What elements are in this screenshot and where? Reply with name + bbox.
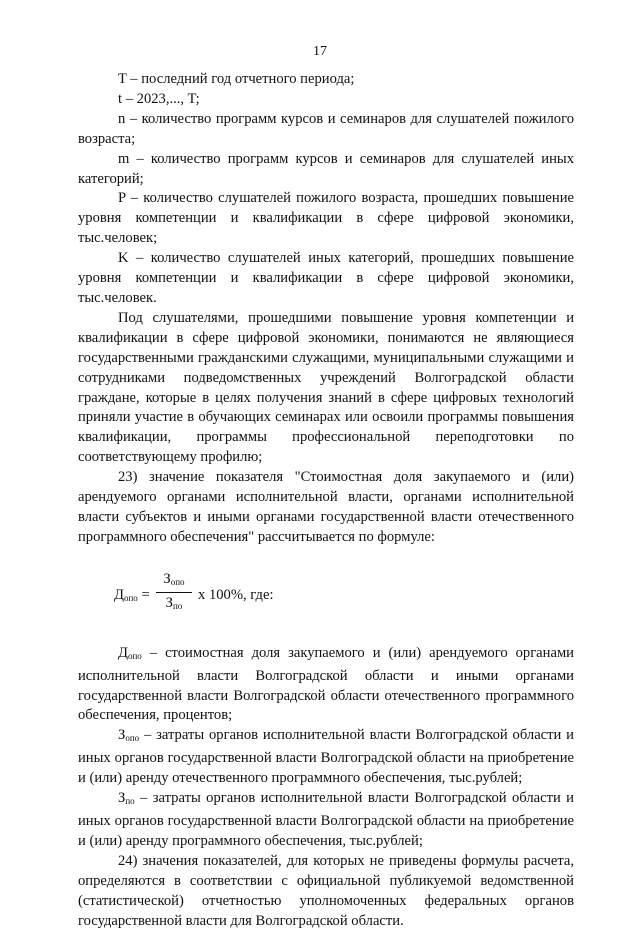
paragraph-listeners-explanation: Под слушателями, прошедшими повышение уровня компетенции и квалификации в сфере цифровой экономики, понимаются не являющиеся государственными гражданскими служащими, муниципальными служащими и сотрудниками подведомственных учреждений Волгоградской области граждане, которые в целях получения знаний в сфере цифровых технологий приняли участие в обучающих семинарах или освоили программы повышения квалификации, программы профессиональной переподготовки по соответствующему профилю; (78, 309, 574, 466)
definition-text: – стоимостная доля закупаемого и (или) арендуемого органами исполнительной власти Волгоградской области и иными органами государственной власти Волгоградской области отечественного программного обеспечения, процентов; (78, 644, 574, 724)
formula-denominator-subscript: по (172, 600, 183, 611)
definition-text: – затраты органов исполнительной власти Волгоградской области и иных органов государственной власти Волгоградской области на приобретение и (или) аренду отечественного программного обеспечения, тыс.рублей; (78, 727, 574, 787)
formula (78, 570, 574, 626)
definition-symbol: З (118, 727, 126, 744)
formula-equals: = (141, 586, 150, 603)
definition-z-opo (78, 726, 574, 789)
definition-symbol: З (118, 790, 126, 807)
formula-numerator-subscript: опо (170, 576, 185, 587)
formula-denominator (156, 594, 192, 615)
paragraph-m-definition: m – количество программ курсов и семинаров для слушателей иных категорий; (78, 150, 574, 187)
document-body (78, 70, 574, 931)
formula-fraction (156, 570, 192, 615)
definition-subscript: по (125, 796, 135, 807)
definition-text: – затраты органов исполнительной власти Волгоградской области и иных органов государственной власти Волгоградской области на приобретение и (или) аренду программного обеспечения, тыс.рублей; (78, 790, 574, 849)
paragraph-item-24: 24) значения показателей, для которых не приведены формулы расчета, определяются в соответствии с официальной публикуемой ведомственной (статистической) отчетностью уполномоченных федеральных органов государственной власти для Волгоградской области. (78, 852, 574, 929)
paragraph-k-definition: K – количество слушателей иных категорий, прошедших повышение уровня компетенции и квалификации в сфере цифровой экономики, тыс.человек. (78, 250, 574, 306)
formula-numerator (156, 570, 192, 591)
paragraph-t-definition: T – последний год отчетного периода; (118, 71, 355, 87)
paragraph-p-definition: P – количество слушателей пожилого возраста, прошедших повышение уровня компетенции и квалификации в сфере цифровой экономики, тыс.человек; (78, 190, 574, 247)
formula-lhs-symbol: Д (114, 586, 124, 603)
definition-z-po (78, 789, 574, 852)
formula-numerator-symbol: З (163, 570, 171, 587)
paragraph-t-range: t – 2023,..., T; (118, 90, 200, 107)
definition-subscript: опо (127, 650, 142, 661)
formula-rhs: x 100%, где: (198, 586, 274, 603)
paragraph-n-definition: n – количество программ курсов и семинаров для слушателей пожилого возраста; (78, 110, 574, 147)
page-number: 17 (313, 44, 327, 59)
formula-lhs-subscript: опо (123, 592, 138, 603)
definition-subscript: опо (125, 733, 140, 744)
paragraph-item-23: 23) значение показателя "Стоимостная доля закупаемого и (или) арендуемого органами исполнительной власти, органами исполнительной власти субъектов и иными органами государственной власти отечественного программного обеспечения" рассчитывается по формуле: (78, 469, 574, 545)
formula-fraction-bar (156, 592, 192, 593)
formula-lhs (114, 586, 150, 609)
formula-denominator-symbol: З (165, 594, 173, 611)
definition-symbol: Д (118, 644, 128, 661)
definition-d-opo (78, 644, 574, 727)
